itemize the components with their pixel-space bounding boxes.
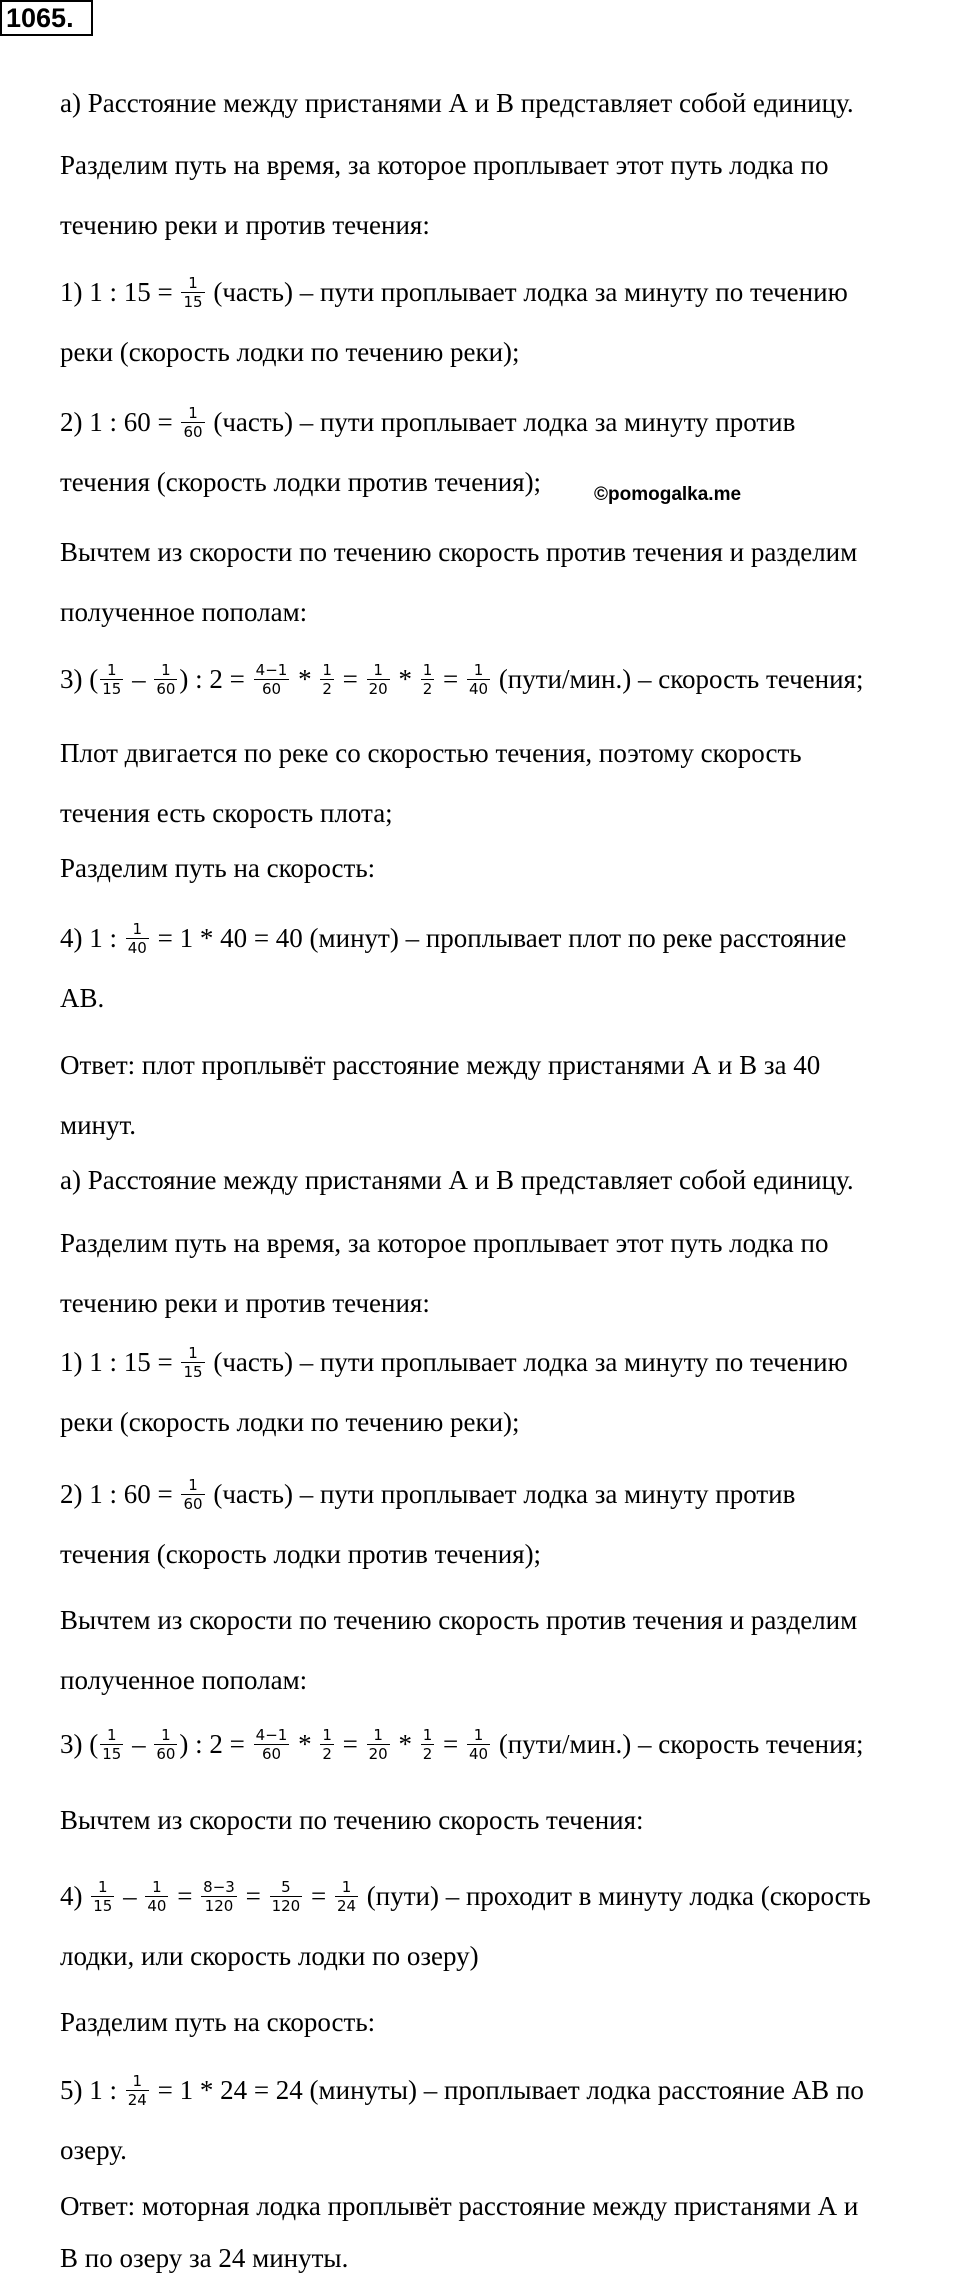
fraction: $\frac{1}{60}$ [156,1726,176,1764]
fraction: $\frac{1}{40}$ [468,1726,489,1764]
fraction: $\frac{4-1}{60}$ [255,661,288,699]
s2-step-5: 5) 1 : $\frac{1}{24}$ = 1 * 24 = 24 (минуты) – проплывает лодка расстояние АВ по озеру. [60,2072,864,2165]
s2-step-2: 2) 1 : 60 = $\frac{1}{60}$ (часть) – пути проплывает лодка за минуту против течения (скорость лодки против течения); [60,1476,796,1569]
s2-step-3: 3) ( $\frac{1}{15}$ – $\frac{1}{60}$ ) : 2 = $\frac{4-1}{60}$ * $\frac{1}{2}$ = $\frac{1}{20}$ * $\frac{1}{2}$ = $\frac{1}{40}$ (пути/мин.) – скорость течения; [60,1726,864,1764]
fraction: $\frac{8-3}{120}$ [203,1878,235,1916]
s1-step-4: 4) 1 : $\frac{1}{40}$ = 1 * 40 = 40 (минут) – проплывает плот по реке расстояние АВ. [60,920,847,1013]
watermark: ©pomogalka.me [594,484,742,505]
fraction: $\frac{1}{15}$ [102,1726,122,1764]
fraction: $\frac{1}{60}$ [156,661,176,699]
fraction: $\frac{1}{24}$ [127,2072,147,2110]
s2-intro: а) Расстояние между пристанями А и В представляет собой единицу. [60,1165,854,1195]
fraction: $\frac{1}{2}$ [422,661,433,699]
s1-raft-text: Плот двигается по реке со скоростью течения, поэтому скорость течения есть скорость плота; [60,738,802,828]
fraction: $\frac{1}{24}$ [336,1878,357,1916]
fraction: $\frac{1}{40}$ [147,1878,167,1916]
s1-intro: а) Расстояние между пристанями А и В представляет собой единицу. [60,88,854,118]
fraction: $\frac{1}{2}$ [322,1726,332,1764]
fraction: $\frac{1}{2}$ [422,1726,433,1764]
fraction: $\frac{1}{15}$ [93,1878,113,1916]
s2-answer: Ответ: моторная лодка проплывёт расстояние между пристанями А и В по озеру за 24 минуты. [60,2191,859,2273]
fraction: $\frac{1}{60}$ [183,1476,203,1514]
s1-step-2: 2) 1 : 60 = $\frac{1}{60}$ (часть) – пути проплывает лодка за минуту против течения (скорость лодки против течения); [60,404,796,497]
s2-divide-time: Разделим путь на время, за которое проплывает этот путь лодка по течению реки и против течения: [60,1228,829,1318]
s2-subtract-current: Вычтем из скорости по течению скорость течения: [60,1805,644,1835]
s1-divide-time: Разделим путь на время, за которое проплывает этот путь лодка по течению реки и против течения: [60,150,829,240]
fraction: $\frac{1}{60}$ [183,404,203,442]
fraction: $\frac{1}{2}$ [322,661,332,699]
fraction: $\frac{5}{120}$ [271,1878,301,1916]
fraction: $\frac{1}{15}$ [183,274,203,312]
s2-step-1: 1) 1 : 15 = $\frac{1}{15}$ (часть) – пути проплывает лодка за минуту по течению реки (скорость лодки по течению реки); [60,1344,848,1437]
fraction: $\frac{1}{40}$ [468,661,489,699]
s1-subtract-text: Вычтем из скорости по течению скорость против течения и разделим полученное пополам: [60,537,858,627]
fraction: $\frac{1}{20}$ [368,661,388,699]
fraction: $\frac{1}{40}$ [127,920,147,958]
problem-number: 1065. [0,0,93,36]
fraction: $\frac{1}{15}$ [102,661,122,699]
s2-divide-speed: Разделим путь на скорость: [60,2007,376,2037]
s1-answer: Ответ: плот проплывёт расстояние между пристанями А и В за 40 минут. [60,1050,821,1140]
s1-divide-speed: Разделим путь на скорость: [60,853,376,883]
fraction: $\frac{1}{15}$ [183,1344,203,1382]
s2-step-4: 4) $\frac{1}{15}$ – $\frac{1}{40}$ = $\frac{8-3}{120}$ = $\frac{5}{120}$ = $\frac{1}{24}$ (пути) – проходит в минуту лодка (скорость лодки, или скорость лодки по озеру) [60,1878,871,1971]
s1-step-1: 1) 1 : 15 = $\frac{1}{15}$ (часть) – пути проплывает лодка за минуту по течению реки (скорость лодки по течению реки); [60,274,848,367]
s1-step-3: 3) ( $\frac{1}{15}$ – $\frac{1}{60}$ ) : 2 = $\frac{4-1}{60}$ * $\frac{1}{2}$ = $\frac{1}{20}$ * $\frac{1}{2}$ = $\frac{1}{40}$ (пути/мин.) – скорость течения; [60,661,864,699]
s2-subtract-text: Вычтем из скорости по течению скорость против течения и разделим полученное пополам: [60,1605,858,1695]
fraction: $\frac{1}{20}$ [368,1726,388,1764]
fraction: $\frac{4-1}{60}$ [255,1726,288,1764]
